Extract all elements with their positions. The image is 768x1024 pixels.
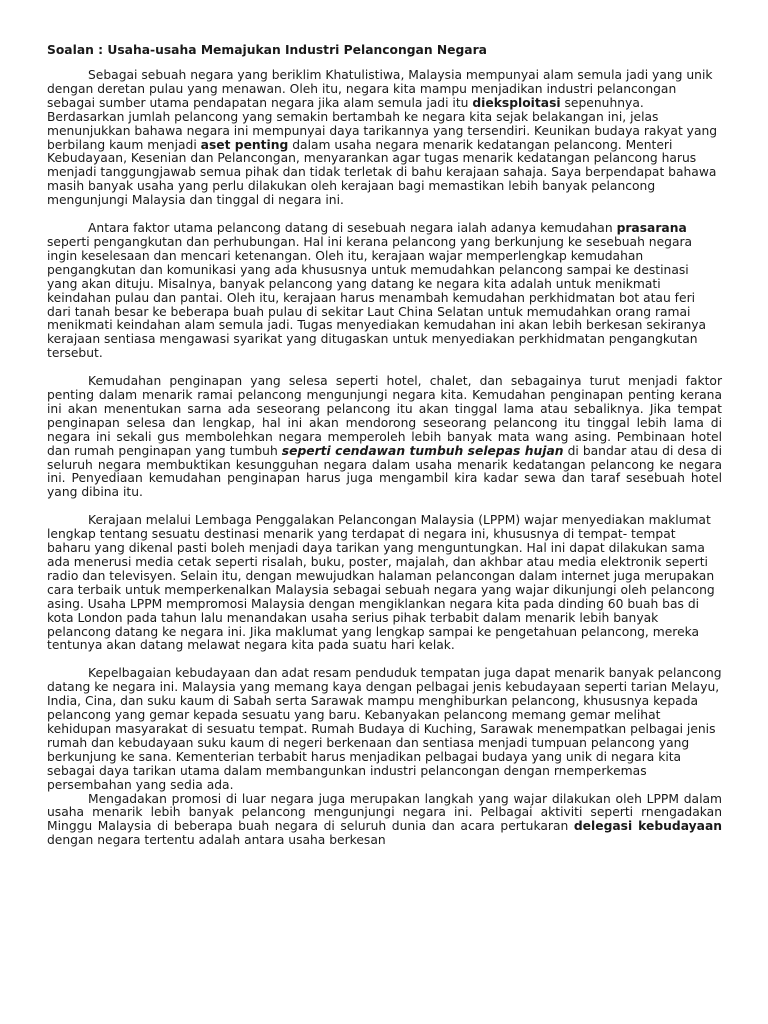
paragraph-4 (47, 514, 722, 653)
text-segment: dalam usaha negara menarik kedatangan pelancong. Menteri Kebudayaan, Kesenian dan Pelancongan, menyarankan agar tugas menarik kedatangan pelancong harus menjadi tanggungjawab semua pihak dan tidak terletak di bahu kerajaan sahaja. Saya berpendapat bahawa masih banyak usaha yang perlu dilakukan oleh kerajaan bagi memastikan lebih banyak pelancong mengunjungi Malaysia dan tinggal di negara ini. (47, 137, 717, 208)
paragraph-6 (47, 793, 722, 849)
bold-term: dieksploitasi (472, 95, 561, 110)
bold-italic-idiom: seperti cendawan tumbuh selepas hujan (281, 443, 564, 458)
text-segment: Kepelbagaian kebudayaan dan adat resam penduduk tempatan juga dapat menarik banyak pelancong datang ke negara ini. Malaysia yang memang kaya dengan pelbagai jenis kebudayaan seperti tarian Melayu, India, Cina, dan suku kaum di Sabah serta Sarawak mampu menghiburkan pelancong, khususnya kepada pelancong yang gemar kepada sesuatu yang baru. Kebanyakan pelancong memang gemar melihat kehidupan masyarakat di sesuatu tempat. Rumah Budaya di Kuching, Sarawak menempatkan pelbagai jenis rumah dan kebudayaan suku kaum di negeri berkenaan dan sentiasa menjadi tumpuan pelancong yang berkunjung ke sana. Kementerian terbabit harus menjadikan pelbagai budaya yang unik di negara kita sebagai daya tarikan utama dalam membangunkan industri pelancongan dengan rnemperkemas persembahan yang sedia ada. (47, 666, 722, 792)
document-title: Soalan : Usaha-usaha Memajukan Industri Pelancongan Negara (47, 43, 487, 57)
text-segment: dengan negara tertentu adalah antara usaha berkesan (47, 833, 386, 848)
text-segment: sepenuhnya. Berdasarkan jumlah pelancong yang semakin bertambah ke negara kita sejak belakangan ini, jelas menunjukkan bahawa negara ini mempunyai daya tarikannya yang tersendiri. Keunikan budaya rakyat yang berbilang kaum menjadi (47, 95, 718, 152)
paragraph-2 (47, 222, 722, 361)
text-segment: Mengadakan promosi di luar negara juga merupakan langkah yang wajar dilakukan oleh LPPM dalam usaha menarik lebih banyak pelancong mengunjungi negara ini. Pelbagai aktiviti seperti rnengadakan Minggu Malaysia di beberapa buah negara di seluruh dunia dan acara pertukaran (47, 791, 722, 834)
text-segment: Sebagai sebuah negara yang beriklim Khatulistiwa, Malaysia mempunyai alam semula jadi yang unik dengan deretan pulau yang menawan. Oleh itu, negara kita mampu menjadikan industri pelancongan sebagai sumber utama pendapatan negara jika alam semula jadi itu (47, 68, 713, 110)
paragraph-1 (47, 69, 722, 208)
bold-term: delegasi kebudayaan (573, 819, 722, 834)
text-segment: Antara faktor utama pelancong datang di sesebuah negara ialah adanya kemudahan (88, 221, 617, 236)
text-segment: Kerajaan melalui Lembaga Penggalakan Pelancongan Malaysia (LPPM) wajar menyediakan maklumat lengkap tentang sesuatu destinasi menarik yang terdapat di negara ini, khususnya di tempat- tempat baharu yang dikenal pasti boleh menjadi daya tarikan yang menguntungkan. Hal ini dapat dilakukan sama ada menerusi media cetak seperti risalah, buku, poster, majalah, dan akhbar atau media elektronik seperti radio dan televisyen. Selain itu, dengan mewujudkan halaman pelancongan dalam internet juga merupakan cara terbaik untuk memperkenalkan Malaysia sebagai sebuah negara yang wajar dikunjungi oleh pelancong asing. Usaha LPPM mempromosi Malaysia dengan mengiklankan negara kita pada dinding 60 buah bas di kota London pada tahun lalu menandakan usaha serius pihak terbabit dalam menarik lebih banyak pelancong datang ke negara ini. Jika maklumat yang lengkap sampai ke pengetahuan pelancong, mereka tentunya akan datang melawat negara kita pada suatu hari kelak. (47, 513, 715, 653)
text-segment: di bandar atau di desa di seluruh negara membuktikan kesungguhan negara dalam usaha menarik kedatangan pelancong ke negara ini. Penyediaan kemudahan penginapan harus juga mengambil kira kadar sewa dan taraf sesebuah hotel yang dibina itu. (47, 443, 723, 500)
text-segment: seperti pengangkutan dan perhubungan. Hal ini kerana pelancong yang berkunjung ke sesebuah negara ingin keselesaan dan mencari ketenangan. Oleh itu, kerajaan wajar memperlengkap kemudahan pengangkutan dan komunikasi yang ada khususnya untuk memudahkan pelancong sampai ke destinasi yang akan dituju. Misalnya, banyak pelancong yang datang ke negara kita adalah untuk menikmati keindahan pulau dan pantai. Oleh itu, kerajaan harus menambah kemudahan perkhidmatan bot atau feri dari tanah besar ke beberapa buah pulau di sekitar Laut China Selatan untuk memudahkan orang ramai menikmati keindahan alam semula jadi. Tugas menyediakan kemudahan ini akan lebih berkesan sekiranya kerajaan sentiasa mengawasi syarikat yang ditugaskan untuk menyediakan perkhidmatan pengangkutan tersebut. (47, 234, 707, 361)
paragraph-3 (47, 375, 722, 500)
bold-term: prasarana (616, 221, 687, 236)
bold-term: aset penting (200, 137, 289, 152)
text-segment: Kemudahan penginapan yang selesa seperti hotel, chalet, dan sebagainya turut menjadi faktor penting dalam menarik ramai pelancong mengunjungi negara kita. Kemudahan penginapan penting kerana ini akan menentukan sarna ada seseorang pelancong itu akan tinggal lama atau sebaliknya. Jika tempat penginapan selesa dan lengkap, hal ini akan mendorong seseorang pelancong itu tinggal lebih lama di negara ini sekali gus membolehkan negara memperoleh lebih banyak mata wang asing. Pembinaan hotel dan rumah penginapan yang tumbuh (47, 374, 722, 458)
paragraph-5 (47, 667, 722, 792)
